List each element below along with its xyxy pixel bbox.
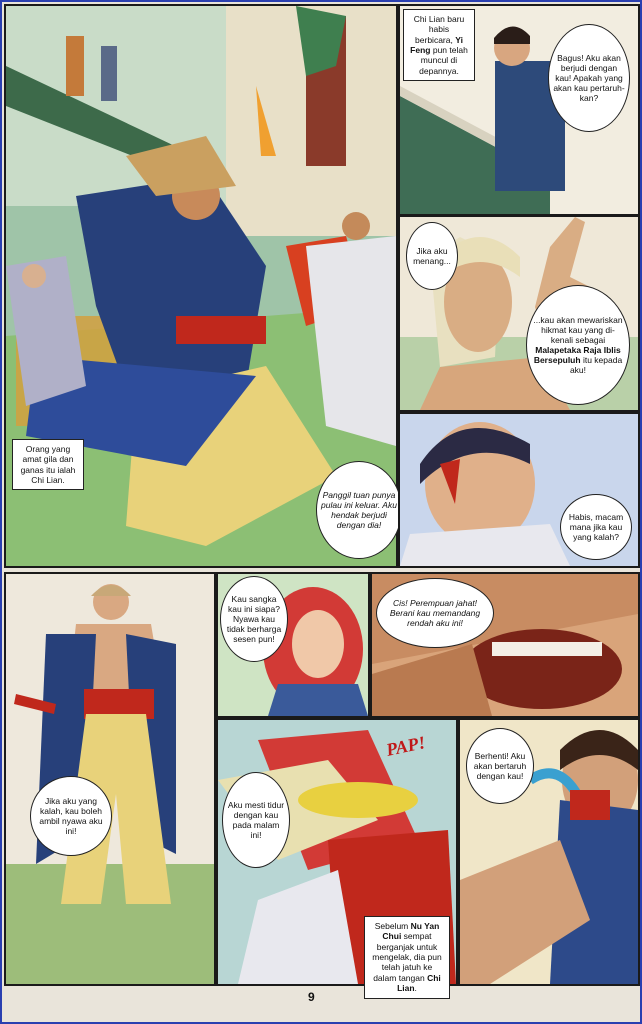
panel-3-speech-b-content (531, 315, 625, 375)
panel-7 (370, 572, 640, 718)
panel-5 (4, 572, 216, 986)
panel-9-speech-text: Berhenti! Aku akan bertaruh dengan kau! (473, 750, 527, 781)
panel-2-caption (403, 9, 475, 81)
panel-2-caption-name: Yi Feng (410, 34, 463, 56)
panel-1-caption (12, 439, 84, 490)
panel-3-speech-b-name: Malapetaka Raja Iblis Bersepuluh (533, 345, 621, 366)
panel-8-caption-post: . (414, 983, 417, 994)
panel-3-speech-bubble-b (526, 285, 630, 405)
page-number: 9 (308, 990, 315, 1004)
panel-5-speech-text: Jika aku yang kalah, kau boleh ambil nyawa aku ini! (39, 795, 103, 837)
panel-3-speech-b-pre: ...kau akan mewariskan hikmat kau yang di-kenali sebagai (533, 314, 623, 345)
panel-7-speech-bubble (376, 578, 494, 648)
panel-5-speech-bubble (30, 776, 112, 856)
panel-1-caption-text: Orang yang amat gila dan ganas itu ialah Chi Lian. (20, 444, 76, 486)
panel-8-caption-name: Nu Yan Chui (382, 921, 440, 942)
panel-8-caption-pre: Sebelum (374, 921, 411, 931)
panel-8 (216, 718, 458, 994)
panel-8-speech-text: Aku mesti tidur dengan kau pada malam ini! (227, 799, 285, 841)
panel-6 (216, 572, 370, 718)
panel-4-speech-bubble (560, 494, 632, 560)
panel-9 (458, 718, 640, 986)
panel-1-speech-bubble (316, 461, 402, 559)
panel-4 (398, 412, 640, 568)
panel-2-caption-post: pun telah muncul di depannya. (419, 45, 468, 76)
panel-8-speech-bubble (222, 772, 290, 868)
panel-3-speech-b-post: itu kepada aku! (569, 355, 623, 376)
panel-2-caption-pre: Chi Lian baru habis berbicara, (413, 14, 465, 45)
panel-7-speech-text: Cis! Perempuan jahat! Berani kau memandang rendah aku ini! (389, 597, 481, 628)
panel-9-speech-bubble (466, 728, 534, 804)
panel-3-speech-bubble-a (406, 222, 458, 290)
panel-8-caption-name2: Chi Lian (397, 972, 441, 994)
panel-3 (398, 215, 640, 412)
panel-3-speech-a-text: Jika aku menang... (413, 245, 451, 266)
panel-6-speech-bubble (220, 576, 288, 662)
panel-1-speech-text: Panggil tuan punya pulau ini keluar. Aku hendak berjudi dengan dia! (321, 489, 397, 531)
panel-8-sound-effect: PAP! (384, 732, 428, 760)
panel-2 (398, 4, 640, 216)
panel-8-caption-mid: sempat berganjak untuk mengelak, dia pun telah jatuh ke dalam tangan (372, 931, 442, 983)
panel-4-speech-text: Habis, macam mana jika kau yang kalah? (568, 511, 624, 542)
panel-1 (4, 4, 398, 568)
panel-2-speech-bubble (548, 24, 630, 132)
panel-6-speech-text: Kau sangka kau ini siapa? Nyawa kau tidak berharga sesen pun! (226, 593, 282, 645)
panel-8-caption (364, 916, 450, 999)
panel-5-art (6, 574, 214, 984)
panel-2-speech-text: Bagus! Aku akan berjudi dengan kau! Apakah yang akan kau pertaruh-kan? (553, 52, 625, 104)
